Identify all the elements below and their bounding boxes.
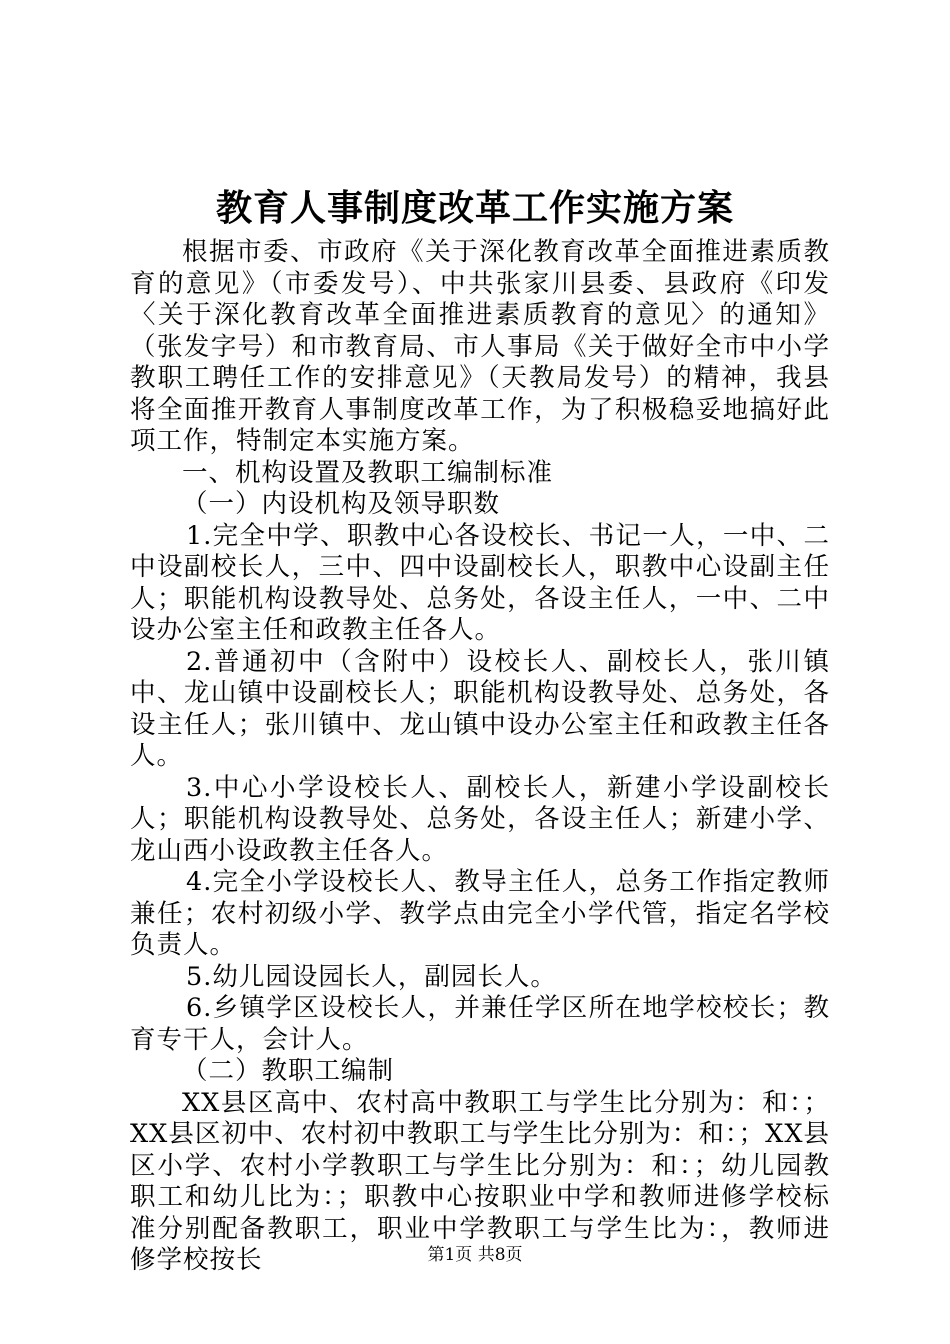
- heading-subsection-1: （一）内设机构及领导职数: [182, 489, 501, 519]
- paragraph-item-3: 3.中心小学设校长人、副校长人，新建小学设副校长人；职能机构设教导处、总务处，各设主任人；新建小学、龙山西小设政教主任各人。: [130, 772, 830, 866]
- paragraph-intro: 根据市委、市政府《关于深化教育改革全面推进素质教育的意见》（市委发号）、中共张家川县委、县政府《印发〈关于深化教育改革全面推进素质教育的意见〉的通知》（张发字号）和市教育局、市人事局《关于做好全市中小学教职工聘任工作的安排意见》（天教局发号）的精神，我县将全面推开教育人事制度改革工作，为了积极稳妥地搞好此项工作，特制定本实施方案。: [130, 237, 830, 456]
- paragraph-item-4: 4.完全小学设校长人、教导主任人，总务工作指定教师兼任；农村初级小学、教学点由完全小学代管，指定名学校负责人。: [130, 867, 830, 960]
- paragraph-staffing: XX县区高中、农村高中教职工与学生比分别为：和：；XX县区初中、农村初中教职工与学生比分别为：和：；XX县区小学、农村小学教职工与学生比分别为：和：；幼儿园教职工和幼儿比为：；职教中心按职业中学和教师进修学校标准分别配备教职工，职业中学教职工与学生比为：，教师进修学校按长: [130, 1087, 830, 1275]
- paragraph-item-1: 1.完全中学、职教中心各设校长、书记一人，一中、二中设副校长人，三中、四中设副校长人，职教中心设副主任人；职能机构设教导处、总务处，各设主任人，一中、二中设办公室主任和政教主任各人。: [130, 520, 830, 645]
- page-footer: 第1页 共8页: [427, 1245, 523, 1265]
- paragraph-item-5: 5.幼儿园设园长人，副园长人。: [186, 961, 557, 992]
- heading-section-1: 一、机构设置及教职工编制标准: [182, 457, 554, 488]
- document-title: 教育人事制度改革工作实施方案: [215, 187, 734, 229]
- document-body: [130, 237, 830, 1277]
- paragraph-item-2: 2.普通初中（含附中）设校长人、副校长人，张川镇中、龙山镇中设副校长人；职能机构设教导处、总务处，各设主任人；张川镇中、龙山镇中设办公室主任和政教主任各人。: [130, 646, 830, 771]
- paragraph-item-6: 6.乡镇学区设校长人，并兼任学区所在地学校校长；教育专干人，会计人。: [130, 993, 830, 1055]
- heading-subsection-2: （二）教职工编制: [182, 1056, 395, 1086]
